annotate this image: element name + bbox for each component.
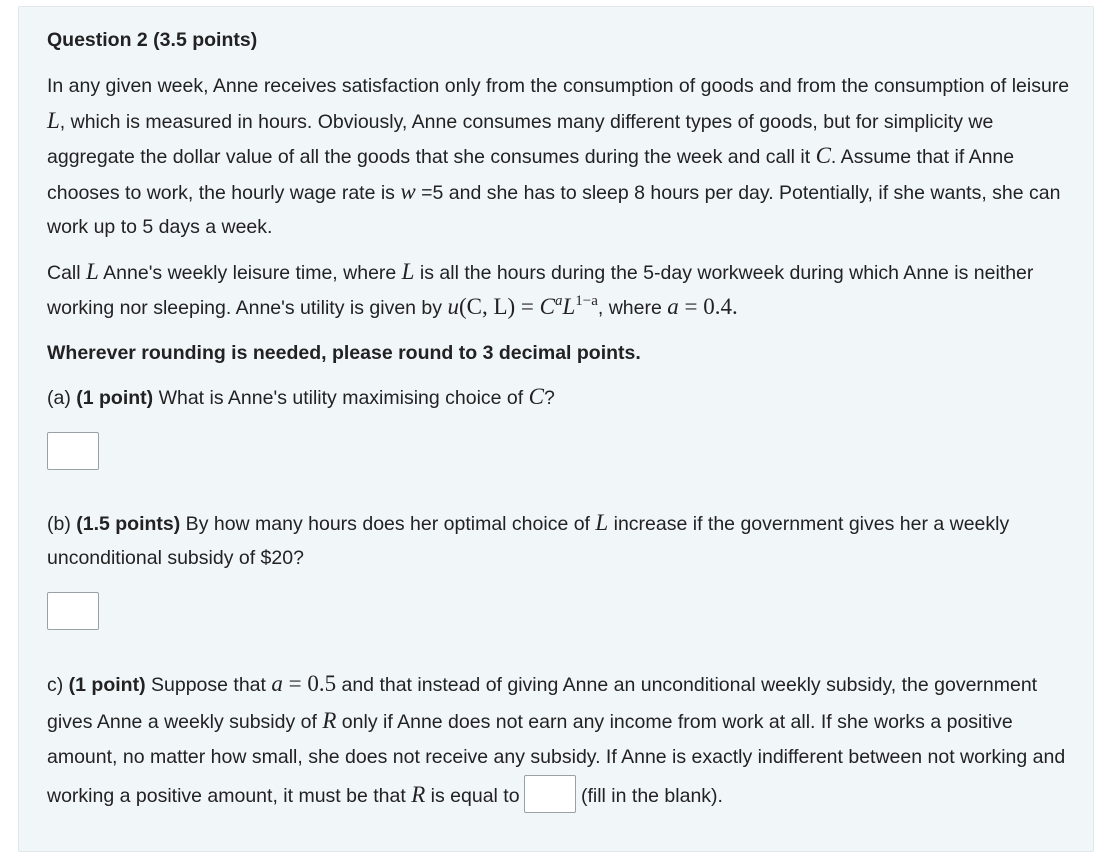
math-a-value: = 0.5 (282, 670, 337, 696)
part-label: c) (47, 673, 69, 696)
rounding-note-text: Wherever rounding is needed, please round to 3 decimal points. (47, 341, 641, 364)
math-w: w (400, 178, 416, 204)
part-label: (b) (47, 512, 77, 535)
math-L: L (86, 258, 99, 284)
math-L: L (595, 509, 609, 535)
question-content (47, 25, 1083, 824)
text: Anne's weekly leisure time, where (98, 261, 402, 284)
text: is equal to (425, 784, 520, 807)
text: What is Anne's utility maximising choice of (153, 387, 529, 409)
part-a-answer-input[interactable] (47, 432, 99, 470)
question-panel (18, 6, 1094, 852)
text: , which is measured in hours. Obviously, Anne consumes many different types of goods, but for simplicity we aggregate the dollar value of all the goods that she consumes during the week and call it (47, 110, 994, 168)
math-L: L (562, 294, 576, 319)
text: ? (543, 387, 555, 409)
math-utility-args: (C, L) = (458, 294, 540, 319)
math-C: C (539, 294, 555, 319)
rounding-note (47, 336, 1083, 371)
math-exponent-1-minus-a: 1−a (575, 293, 598, 309)
math-exponent-a: a (554, 293, 563, 309)
math-a: a (271, 670, 283, 696)
text: In any given week, Anne receives satisfaction only from the consumption of goods and from the consumption of leisure (47, 75, 1070, 97)
part-points: (1 point) (76, 387, 154, 409)
text: Call (47, 261, 87, 284)
math-L: L (401, 258, 415, 284)
part-b-answer (47, 586, 1083, 666)
paragraph-intro (47, 69, 1083, 245)
math-C: C (815, 143, 831, 168)
part-a-prompt (47, 380, 1083, 416)
part-b-answer-input[interactable] (47, 592, 99, 630)
text: , where (597, 297, 668, 319)
part-label: (a) (47, 387, 77, 409)
math-u: u (447, 294, 459, 319)
text: (fill in the blank). (575, 784, 723, 807)
part-c-prompt (47, 666, 1083, 814)
part-points: (1 point) (68, 673, 146, 696)
math-R: R (322, 707, 337, 733)
text: increase if the government gives her a weekly unconditional subsidy of $20? (47, 512, 1010, 569)
text: is all the hours during the 5-day workweek during which Anne is neither working nor sleeping. Anne's utility is given by (47, 261, 1034, 319)
math-L: L (47, 107, 60, 133)
part-a-answer (47, 426, 1083, 506)
text: Suppose that (145, 673, 272, 696)
text: =5 and she has to sleep 8 hours per day. Potentially, if she wants, she can work up to 5 days a week. (47, 181, 1061, 238)
math-C: C (528, 384, 544, 409)
math-a-value: = 0.4. (678, 294, 738, 319)
text: By how many hours does her optimal choice of (180, 512, 596, 535)
text: only if Anne does not earn any income from work at all. If she works a positive amount, no matter how small, she does not receive any subsidy. If Anne is exactly indifferent between not working and working a positive amount, it must be that (47, 710, 1066, 807)
math-R: R (411, 781, 426, 807)
part-c-answer-input[interactable] (524, 775, 576, 813)
question-title: Question 2 (3.5 points) (47, 29, 258, 51)
paragraph-utility (47, 255, 1083, 326)
part-points: (1.5 points) (76, 512, 181, 535)
text: . Assume that if Anne chooses to work, the hourly wage rate is (47, 146, 1015, 204)
math-a: a (667, 294, 679, 319)
part-b-prompt (47, 506, 1083, 576)
text: and that instead of giving Anne an unconditional weekly subsidy, the government gives Anne a weekly subsidy of (47, 673, 1038, 733)
